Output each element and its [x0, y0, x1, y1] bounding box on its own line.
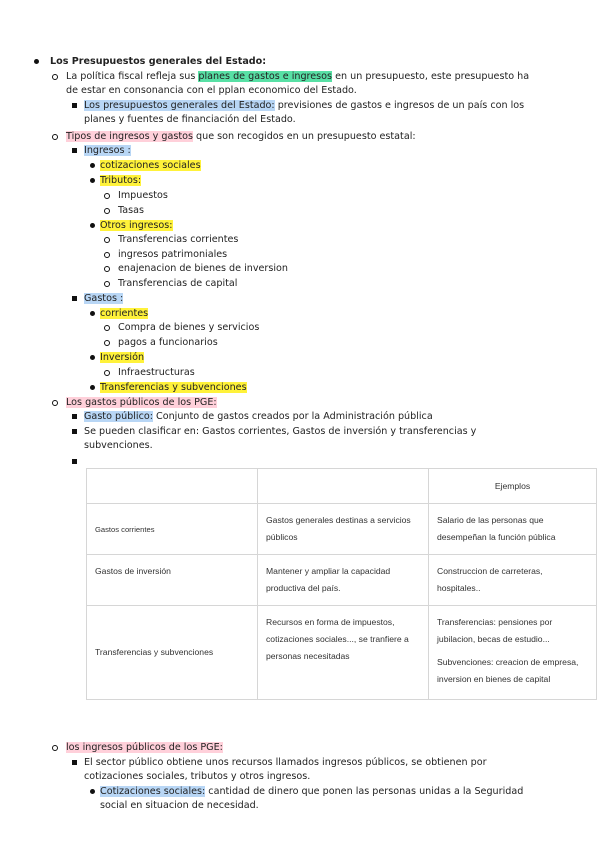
gastos-corrientes: corrientes: [100, 308, 149, 319]
list-item: ingresos patrimoniales: [118, 249, 228, 260]
bullet-circle-icon: [52, 745, 58, 751]
bullet-square-icon: [72, 296, 77, 301]
ingresos-cotizaciones: cotizaciones sociales: [100, 160, 201, 171]
table-header-ejemplos: Ejemplos: [429, 469, 597, 504]
list-item: pagos a funcionarios: [118, 337, 218, 348]
list-item: enajenacion de bienes de inversion: [118, 263, 288, 274]
bullet-square-icon: [72, 103, 77, 108]
bullet-square-icon: [72, 760, 77, 765]
bullet-circle-icon: [104, 340, 110, 346]
cotizaciones-definition: Cotizaciones sociales: cantidad de dinero que ponen las personas unidas a la Seguridad: [100, 786, 524, 797]
ingresos-tributos: Tributos:: [100, 175, 142, 186]
gastos-publicos-heading: Los gastos públicos de los PGE:: [66, 397, 217, 408]
gastos-inversion: Inversión: [100, 352, 145, 363]
bullet-circle-icon: [104, 193, 110, 199]
bullet-square-icon: [72, 429, 77, 434]
highlight-planes: planes de gastos e ingresos: [198, 71, 333, 82]
list-item: Impuestos: [118, 190, 168, 201]
highlight-tipos: Tipos de ingresos y gastos: [66, 131, 193, 142]
table-cell-name: Gastos corrientes: [87, 504, 258, 555]
list-item: Compra de bienes y servicios: [118, 322, 260, 333]
table-cell-ejemplo: Transferencias: pensiones por jubilacion, becas de estudio... Subvenciones: creacion de empresa, inversion en bienes de capital: [429, 606, 597, 700]
ingresos-publicos-heading: los ingresos públicos de los PGE:: [66, 742, 223, 753]
page-title: Los Presupuestos generales del Estado:: [50, 56, 267, 67]
list-item: Tasas: [118, 205, 145, 216]
table-row: [87, 606, 597, 700]
gastos-heading: Gastos :: [84, 293, 124, 304]
table-cell-name: Gastos de inversión: [87, 555, 258, 606]
clasificacion-line: Se pueden clasificar en: Gastos corrientes, Gastos de inversión y transferencias y: [84, 426, 477, 437]
bullet-circle-icon: [104, 266, 110, 272]
bullet-dot-icon: [34, 59, 39, 64]
gastos-transferencias: Transferencias y subvenciones: [100, 382, 247, 393]
intro-line: La política fiscal refleja sus planes de gastos e ingresos en un presupuesto, este presupuesto ha: [66, 71, 530, 82]
bullet-square-icon: [72, 414, 77, 419]
bullet-circle-icon: [104, 281, 110, 287]
bullet-dot-icon: [90, 163, 95, 168]
table-row: [87, 555, 597, 606]
bullet-square-icon: [72, 148, 77, 153]
cotizaciones-definition-2: social en situacion de necesidad.: [100, 800, 259, 811]
intro-line-2: de estar en consonancia con el pplan economico del Estado.: [66, 85, 357, 96]
bullet-dot-icon: [90, 178, 95, 183]
gastos-table: [86, 468, 597, 700]
table-cell-desc: Mantener y ampliar la capacidad productiva del país.: [258, 555, 429, 606]
pge-definition: Los presupuestos generales del Estado: previsiones de gastos e ingresos de un país con los: [84, 100, 525, 111]
bullet-circle-icon: [104, 252, 110, 258]
bullet-dot-icon: [90, 385, 95, 390]
tipos-heading: Tipos de ingresos y gastos que son recogidos en un presupuesto estatal:: [66, 131, 416, 142]
list-item: Transferencias de capital: [118, 278, 238, 289]
ingresos-otros: Otros ingresos:: [100, 220, 173, 231]
list-item: Transferencias corrientes: [118, 234, 239, 245]
table-cell-desc: Gastos generales destinas a servicios públicos: [258, 504, 429, 555]
table-cell-ejemplo: Construccion de carreteras, hospitales..: [429, 555, 597, 606]
list-item: Infraestructuras: [118, 367, 195, 378]
bullet-circle-icon: [52, 400, 58, 406]
pge-definition-2: planes y fuentes de financiación del Estado.: [84, 114, 296, 125]
bullet-dot-icon: [90, 223, 95, 228]
table-cell-name: Transferencias y subvenciones: [87, 606, 258, 700]
bullet-circle-icon: [104, 208, 110, 214]
table-header-row: [87, 469, 597, 504]
bullet-dot-icon: [90, 311, 95, 316]
bullet-circle-icon: [104, 325, 110, 331]
bullet-dot-icon: [90, 355, 95, 360]
bullet-circle-icon: [52, 74, 58, 80]
bullet-square-icon: [72, 459, 77, 464]
table-row: [87, 504, 597, 555]
table-cell-ejemplo: Salario de las personas que desempeñan la función pública: [429, 504, 597, 555]
ingresos-publicos-line: El sector público obtiene unos recursos llamados ingresos públicos, se obtienen por: [84, 757, 487, 768]
bullet-circle-icon: [104, 370, 110, 376]
bullet-circle-icon: [104, 237, 110, 243]
ingresos-publicos-line-2: cotizaciones sociales, tributos y otros ingresos.: [84, 771, 311, 782]
table-cell-desc: Recursos en forma de impuestos, cotizaciones sociales..., se tranfiere a personas necesitadas: [258, 606, 429, 700]
bullet-circle-icon: [52, 134, 58, 140]
gasto-publico-definition: Gasto público: Conjunto de gastos creados por la Administración pública: [84, 411, 433, 422]
clasificacion-line-2: subvenciones.: [84, 440, 153, 451]
highlight-pge: Los presupuestos generales del Estado:: [84, 100, 275, 111]
bullet-dot-icon: [90, 789, 95, 794]
ingresos-heading: Ingresos :: [84, 145, 131, 156]
